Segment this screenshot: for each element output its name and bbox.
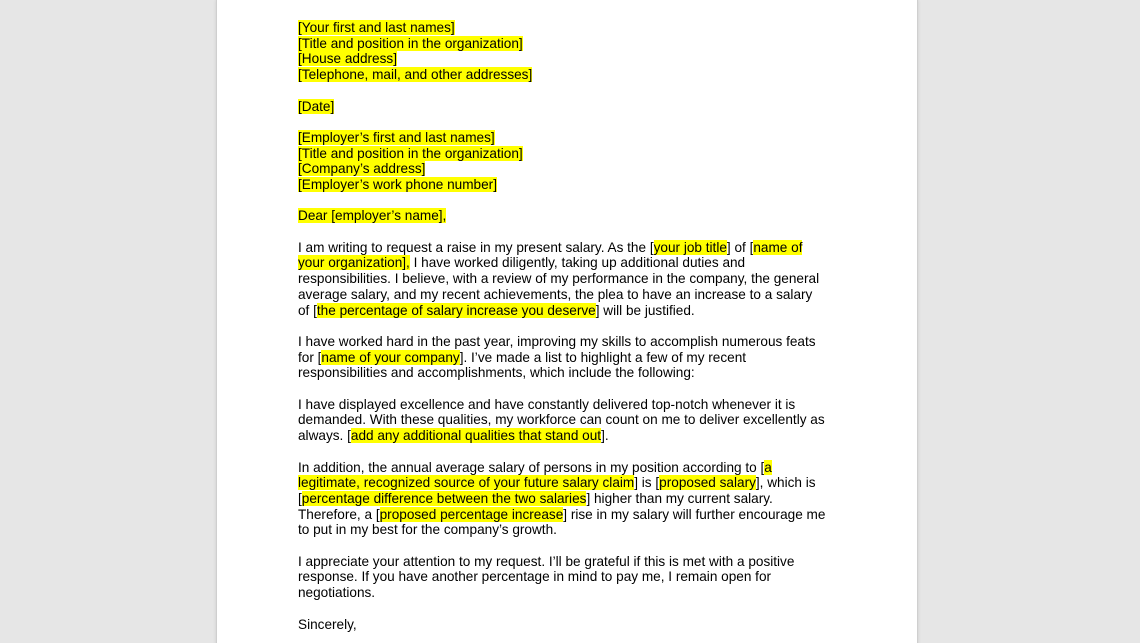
date-placeholder: [Date] xyxy=(298,98,335,114)
p1-text-k: ] will be justified. xyxy=(595,302,695,318)
p2-text-b: for [ xyxy=(298,349,322,365)
p5-line-2: response. If you have another percentage in mind to pay me, I remain open for xyxy=(298,569,772,585)
p4-text-a: In addition, the annual average salary of persons in my position according to [ xyxy=(298,459,765,475)
paragraph-2 xyxy=(298,334,843,381)
p3-text-e: ]. xyxy=(601,428,609,444)
sender-title: [Title and position in the organization] xyxy=(298,35,523,51)
paragraph-4 xyxy=(298,460,843,539)
p3-text-c: always. [ xyxy=(298,428,351,444)
p4-proposed-salary: proposed salary xyxy=(659,475,756,491)
recipient-address: [Company’s address] xyxy=(298,161,426,177)
p1-salary-percentage: the percentage of salary increase you deserve xyxy=(316,302,596,318)
p4-text-d: ] is [ xyxy=(634,475,660,491)
sender-block xyxy=(298,20,843,83)
p5-line-3: negotiations. xyxy=(298,585,376,601)
p4-text-l: ] rise in my salary will further encourage me xyxy=(563,506,826,522)
paragraph-1 xyxy=(298,240,843,319)
p3-additional-qualities: add any additional qualities that stand out xyxy=(350,428,602,444)
salutation-text: Dear [employer’s name], xyxy=(298,208,447,224)
p4-text-i: ] higher than my current salary. xyxy=(586,490,773,506)
p4-percentage-difference: percentage difference between the two salaries xyxy=(301,490,587,506)
p1-text-a: I am writing to request a raise in my present salary. As the [ xyxy=(298,239,654,255)
sender-name: [Your first and last names] xyxy=(298,20,455,35)
p1-text-c: ] of [ xyxy=(726,239,754,255)
recipient-name: [Employer’s first and last names] xyxy=(298,129,495,145)
p1-line-4: average salary, and my recent achievements, the plea to have an increase to a salary xyxy=(298,286,813,302)
p3-line-2: demanded. With these qualities, my workforce can count on me to deliver excellently as xyxy=(298,412,825,428)
date-line xyxy=(298,99,843,115)
recipient-title: [Title and position in the organization] xyxy=(298,145,523,161)
p4-line-5: to put in my best for the company’s growth. xyxy=(298,522,557,538)
sender-address: [House address] xyxy=(298,51,397,67)
p2-line-1: I have worked hard in the past year, improving my skills to accomplish numerous feats xyxy=(298,333,816,349)
paragraph-5 xyxy=(298,554,843,601)
document-page xyxy=(216,0,918,643)
p5-line-1: I appreciate your attention to my request. I’ll be grateful if this is met with a positive xyxy=(298,553,795,569)
p1-job-title: your job title xyxy=(653,239,727,255)
closing-text: Sincerely, xyxy=(298,616,357,632)
p4-source-end: legitimate, recognized source of your future salary claim xyxy=(298,475,635,491)
letter-body[interactable] xyxy=(298,20,843,643)
p4-text-f: ], which is xyxy=(755,475,816,491)
paragraph-3 xyxy=(298,397,843,444)
p4-source-start: a xyxy=(764,459,772,475)
p4-text-g: [ xyxy=(298,490,302,506)
recipient-block xyxy=(298,130,843,193)
closing xyxy=(298,617,843,633)
p1-text-i: of [ xyxy=(298,302,317,318)
p1-org-name-end: your organization], xyxy=(298,255,410,271)
p1-text-f: I have worked diligently, taking up additional duties and xyxy=(409,255,746,271)
p1-line-3: responsibilities. I believe, with a review of my performance in the company, the general xyxy=(298,271,820,287)
p2-line-3: responsibilities and accomplishments, which include the following: xyxy=(298,365,695,381)
p4-proposed-percentage: proposed percentage increase xyxy=(379,506,564,522)
p2-company-name: name of your company xyxy=(321,349,460,365)
salutation xyxy=(298,208,843,224)
recipient-phone: [Employer’s work phone number] xyxy=(298,177,497,192)
p1-org-name-start: name of xyxy=(753,239,803,255)
p2-text-d: ]. I’ve made a list to highlight a few of my recent xyxy=(459,349,747,365)
p4-text-j: Therefore, a [ xyxy=(298,506,380,522)
p3-line-1: I have displayed excellence and have constantly delivered top-notch whenever it is xyxy=(298,396,796,412)
sender-contact: [Telephone, mail, and other addresses] xyxy=(298,67,533,83)
